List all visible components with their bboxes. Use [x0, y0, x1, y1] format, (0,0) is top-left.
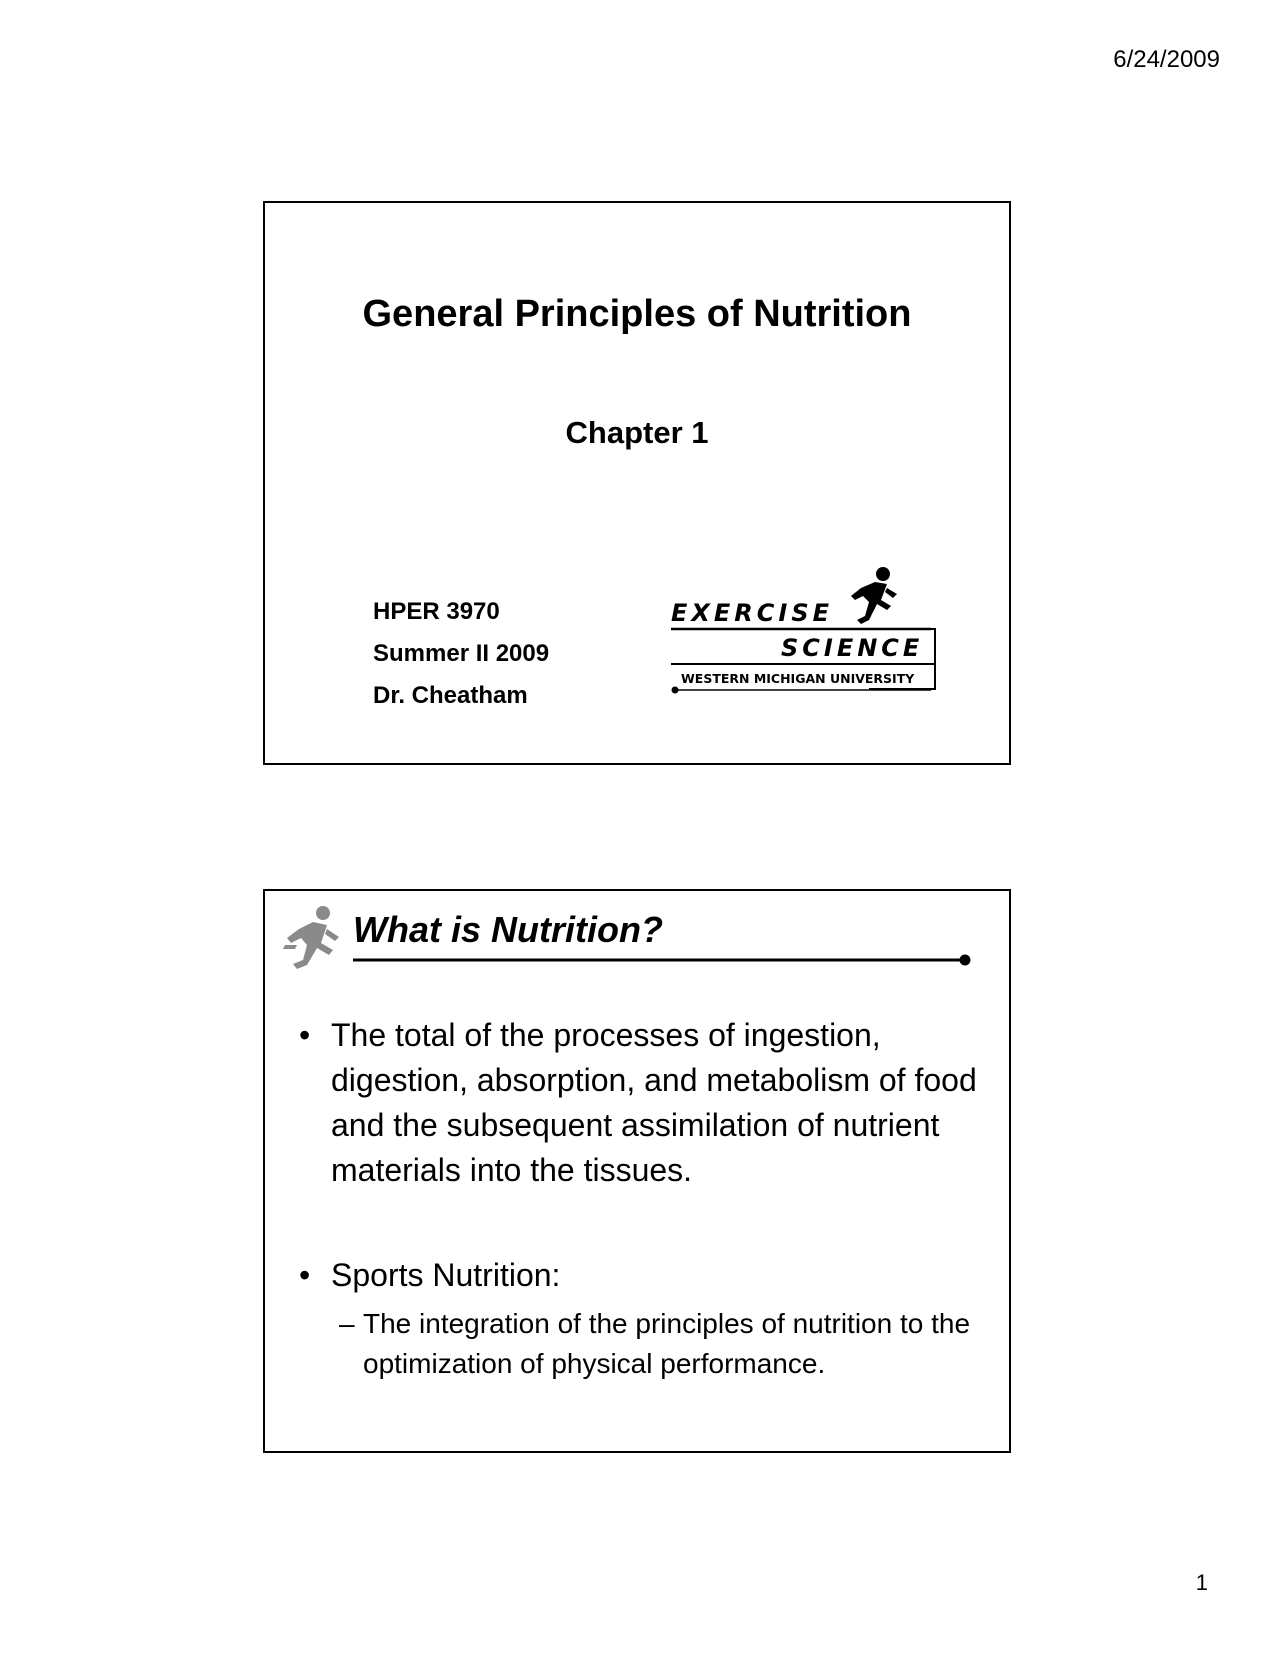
title-slide — [263, 201, 1011, 765]
exercise-science-logo — [669, 566, 949, 716]
logo-text-university: WESTERN MICHIGAN UNIVERSITY — [681, 671, 915, 686]
slide-title: General Principles of Nutrition — [362, 293, 912, 335]
course-term: Summer II 2009 — [373, 640, 550, 667]
title-underline — [353, 954, 973, 966]
instructor-name: Dr. Cheatham — [373, 682, 528, 709]
logo-text-science: SCIENCE — [781, 634, 924, 662]
runner-icon — [851, 567, 897, 624]
content-slide — [263, 889, 1011, 1453]
course-info — [373, 591, 549, 717]
sub-list-item — [299, 1304, 979, 1384]
bullet-list — [299, 1013, 979, 1384]
bullet-text: Sports Nutrition: — [331, 1257, 561, 1293]
slide-subtitle: Chapter 1 — [565, 415, 709, 450]
course-code: HPER 3970 — [373, 598, 500, 625]
logo-text-exercise: EXERCISE — [671, 599, 833, 627]
runner-icon — [283, 905, 341, 975]
bullet-marker: • — [299, 1017, 311, 1053]
bullet-text: The total of the processes of ingestion, digestion, absorption, and metabolism of food and the subsequent assimilation of nutrient materials into the tissues. — [331, 1017, 977, 1188]
bullet-marker: • — [299, 1257, 311, 1293]
sub-bullet-text: The integration of the principles of nutrition to the optimization of physical performance. — [363, 1308, 971, 1379]
page-date: 6/24/2009 — [1113, 46, 1220, 73]
page-number: 1 — [1195, 1570, 1208, 1595]
list-item — [299, 1253, 979, 1298]
sub-bullet-marker: – — [339, 1308, 355, 1339]
slide-title: What is Nutrition? — [353, 909, 663, 950]
list-item — [299, 1013, 979, 1193]
